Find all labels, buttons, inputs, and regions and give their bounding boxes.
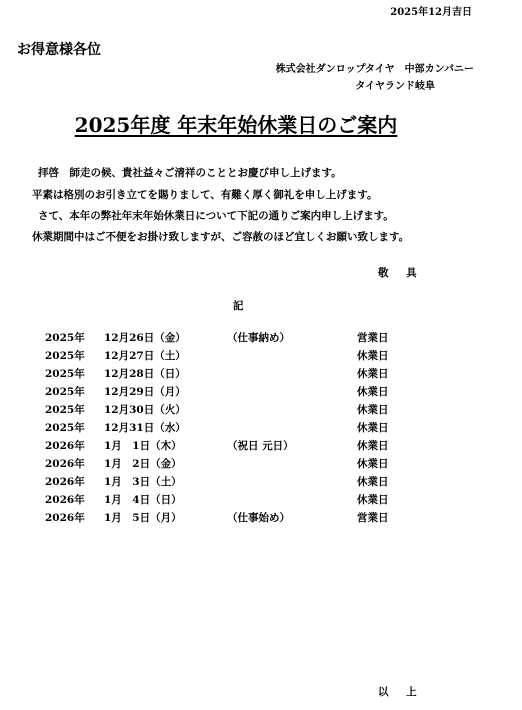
schedule-date: 1月 1日（木） [104, 440, 182, 452]
schedule-year: 2026年 [45, 476, 85, 488]
schedule-status: 営業日 [357, 332, 389, 344]
schedule-year: 2025年 [45, 368, 85, 380]
document-title: 2025年度 年末年始休業日のご案内 [74, 113, 398, 137]
schedule-year: 2026年 [45, 458, 85, 470]
schedule-year: 2025年 [45, 422, 85, 434]
schedule-status: 休業日 [357, 350, 389, 362]
schedule-row [0, 438, 522, 456]
closing-salutation: 敬 具 [378, 267, 417, 279]
addressee: お得意様各位 [17, 42, 101, 58]
schedule-row [0, 330, 522, 348]
schedule-status: 休業日 [357, 404, 389, 416]
thanks-line: 平素は格別のお引き立てを賜りまして、有難く厚く御礼を申し上げます。 [32, 189, 378, 201]
schedule-row [0, 420, 522, 438]
schedule-note: （仕事納め） [227, 332, 290, 344]
schedule-year: 2025年 [45, 404, 85, 416]
schedule-date: 1月 5日（月） [104, 512, 182, 524]
schedule-status: 休業日 [357, 422, 389, 434]
schedule-status: 営業日 [357, 512, 389, 524]
schedule-date: 12月29日（月） [104, 386, 186, 398]
schedule-row [0, 456, 522, 474]
schedule-date: 1月 3日（土） [104, 476, 182, 488]
schedule-year: 2026年 [45, 440, 85, 452]
schedule-row [0, 492, 522, 510]
schedule-date: 12月30日（火） [104, 404, 186, 416]
holiday-schedule [0, 330, 522, 528]
schedule-row [0, 366, 522, 384]
schedule-year: 2025年 [45, 332, 85, 344]
schedule-row [0, 348, 522, 366]
schedule-year: 2026年 [45, 512, 85, 524]
schedule-date: 12月28日（日） [104, 368, 186, 380]
schedule-status: 休業日 [357, 476, 389, 488]
schedule-row [0, 384, 522, 402]
end-marker: 以 上 [378, 686, 417, 698]
schedule-status: 休業日 [357, 386, 389, 398]
ki-marker: 記 [233, 300, 244, 312]
schedule-year: 2025年 [45, 386, 85, 398]
schedule-date: 1月 4日（日） [104, 494, 182, 506]
schedule-row [0, 510, 522, 528]
schedule-year: 2026年 [45, 494, 85, 506]
schedule-status: 休業日 [357, 368, 389, 380]
schedule-year: 2025年 [45, 350, 85, 362]
branch-name: タイヤランド岐阜 [355, 81, 435, 92]
notice-date: 2025年12月吉日 [390, 7, 472, 18]
schedule-row [0, 474, 522, 492]
greeting-line: 拝啓 師走の候、貴社益々ご清祥のこととお慶び申し上げます。 [38, 167, 342, 179]
apology-line: 休業期間中はご不便をお掛け致しますが、ご容赦のほど宜しくお願い致します。 [32, 231, 410, 243]
schedule-note: （仕事始め） [227, 512, 290, 524]
company-name: 株式会社ダンロップタイヤ 中部カンパニー [275, 64, 474, 75]
schedule-date: 12月31日（水） [104, 422, 186, 434]
schedule-status: 休業日 [357, 440, 389, 452]
schedule-status: 休業日 [357, 494, 389, 506]
schedule-date: 12月27日（土） [104, 350, 186, 362]
schedule-row [0, 402, 522, 420]
announcement-line: さて、本年の弊社年末年始休業日について下記の通りご案内申し上げます。 [38, 210, 394, 222]
schedule-status: 休業日 [357, 458, 389, 470]
schedule-note: （祝日 元日） [227, 440, 294, 452]
schedule-date: 1月 2日（金） [104, 458, 182, 470]
schedule-date: 12月26日（金） [104, 332, 186, 344]
